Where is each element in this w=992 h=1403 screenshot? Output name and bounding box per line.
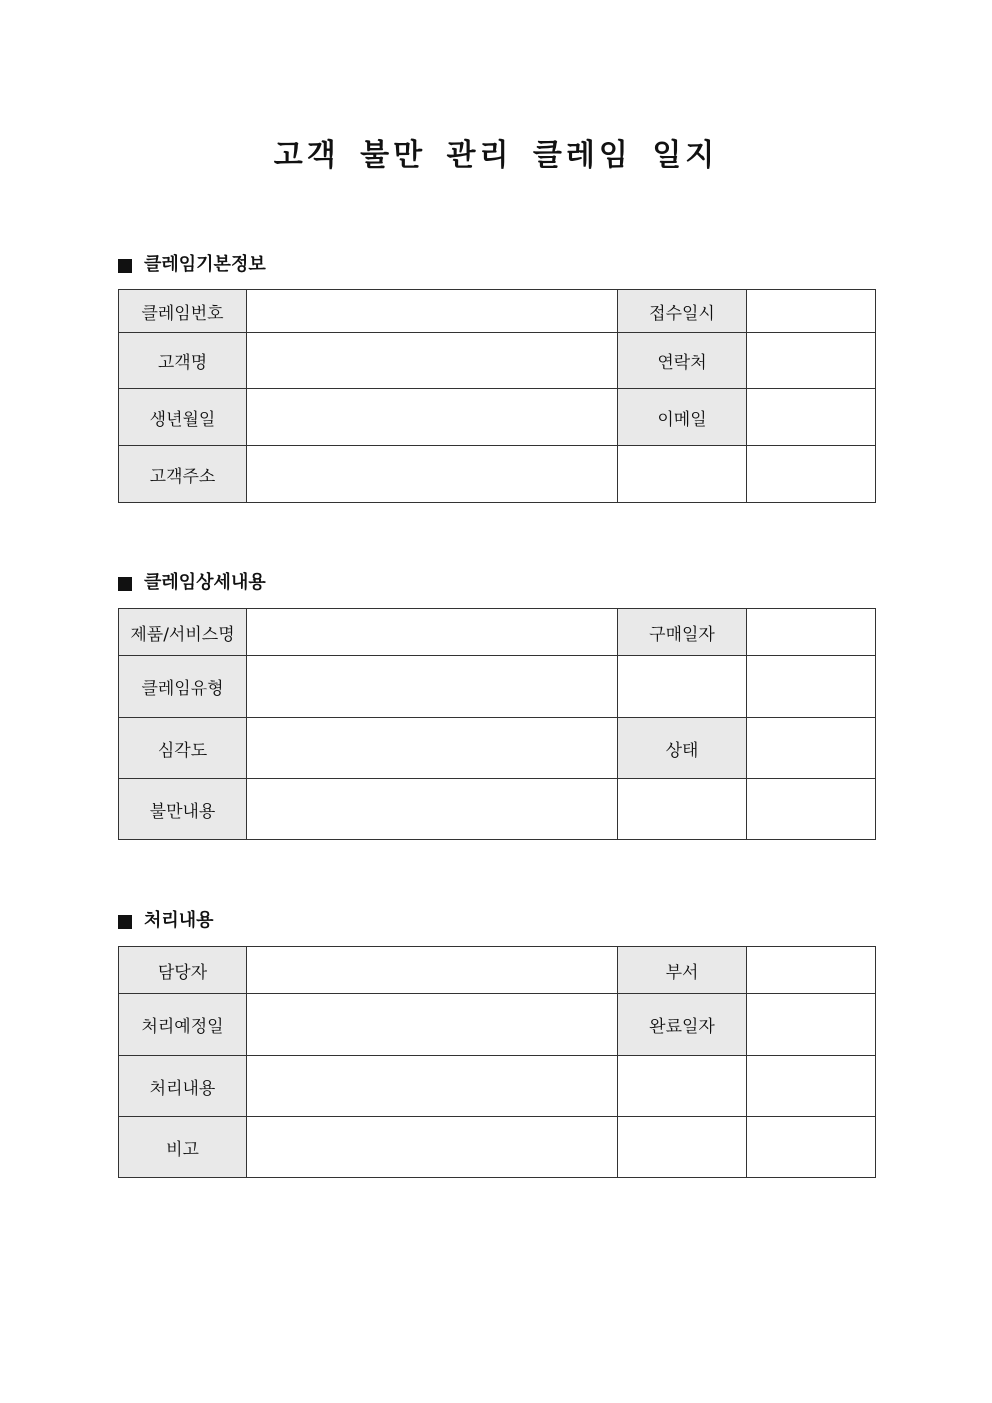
square-bullet-icon [118,915,132,929]
field-label-severity: 심각도 [119,718,247,779]
status-field[interactable] [747,718,876,779]
table-row [119,1056,876,1117]
field-label-email: 이메일 [618,389,747,446]
customer-name-field[interactable] [247,333,618,389]
table-row [119,947,876,994]
contact-field[interactable] [747,333,876,389]
square-bullet-icon [118,577,132,591]
empty-cell [747,779,876,840]
empty-cell [747,1117,876,1178]
remarks-field[interactable] [247,1117,618,1178]
section-heading-claim-details [118,571,266,595]
department-field[interactable] [747,947,876,994]
customer-address-field[interactable] [247,446,618,503]
table-row [119,1117,876,1178]
basic-info-table [118,289,876,503]
field-label-received-datetime: 접수일시 [618,290,747,333]
field-label-processing-content: 처리내용 [119,1056,247,1117]
field-label-product-service-name: 제품/서비스명 [119,609,247,656]
table-row [119,994,876,1056]
field-label-contact: 연락처 [618,333,747,389]
processing-content-field[interactable] [247,1056,618,1117]
empty-cell [747,656,876,718]
field-label-birth-date: 생년월일 [119,389,247,446]
claim-number-field[interactable] [247,290,618,333]
section-heading-label: 처리내용 [144,910,214,931]
empty-cell [747,1056,876,1117]
field-label-assignee: 담당자 [119,947,247,994]
field-label-remarks: 비고 [119,1117,247,1178]
received-datetime-field[interactable] [747,290,876,333]
document-title: 고객 불만 관리 클레임 일지 [273,138,719,173]
field-label-complaint-content: 불만내용 [119,779,247,840]
table-row [119,389,876,446]
claim-details-table [118,608,876,840]
table-row [119,609,876,656]
empty-cell [618,1117,747,1178]
table-row [119,333,876,389]
section-heading-label: 클레임상세내용 [144,572,266,593]
section-heading-basic-info [118,253,266,277]
complaint-content-field[interactable] [247,779,618,840]
field-label-claim-number: 클레임번호 [119,290,247,333]
field-label-scheduled-date: 처리예정일 [119,994,247,1056]
field-label-status: 상태 [618,718,747,779]
empty-cell [618,1056,747,1117]
empty-cell [618,656,747,718]
section-heading-processing [118,909,214,933]
table-row [119,656,876,718]
birth-date-field[interactable] [247,389,618,446]
severity-field[interactable] [247,718,618,779]
square-bullet-icon [118,259,132,273]
field-label-claim-type: 클레임유형 [119,656,247,718]
empty-cell [618,446,747,503]
section-heading-label: 클레임기본정보 [144,254,266,275]
table-row [119,446,876,503]
empty-cell [747,446,876,503]
field-label-purchase-date: 구매일자 [618,609,747,656]
claim-type-field[interactable] [247,656,618,718]
scheduled-date-field[interactable] [247,994,618,1056]
field-label-customer-address: 고객주소 [119,446,247,503]
email-field[interactable] [747,389,876,446]
completion-date-field[interactable] [747,994,876,1056]
field-label-department: 부서 [618,947,747,994]
assignee-field[interactable] [247,947,618,994]
table-row [119,779,876,840]
empty-cell [618,779,747,840]
product-service-name-field[interactable] [247,609,618,656]
processing-table [118,946,876,1178]
table-row [119,290,876,333]
field-label-customer-name: 고객명 [119,333,247,389]
field-label-completion-date: 완료일자 [618,994,747,1056]
purchase-date-field[interactable] [747,609,876,656]
table-row [119,718,876,779]
